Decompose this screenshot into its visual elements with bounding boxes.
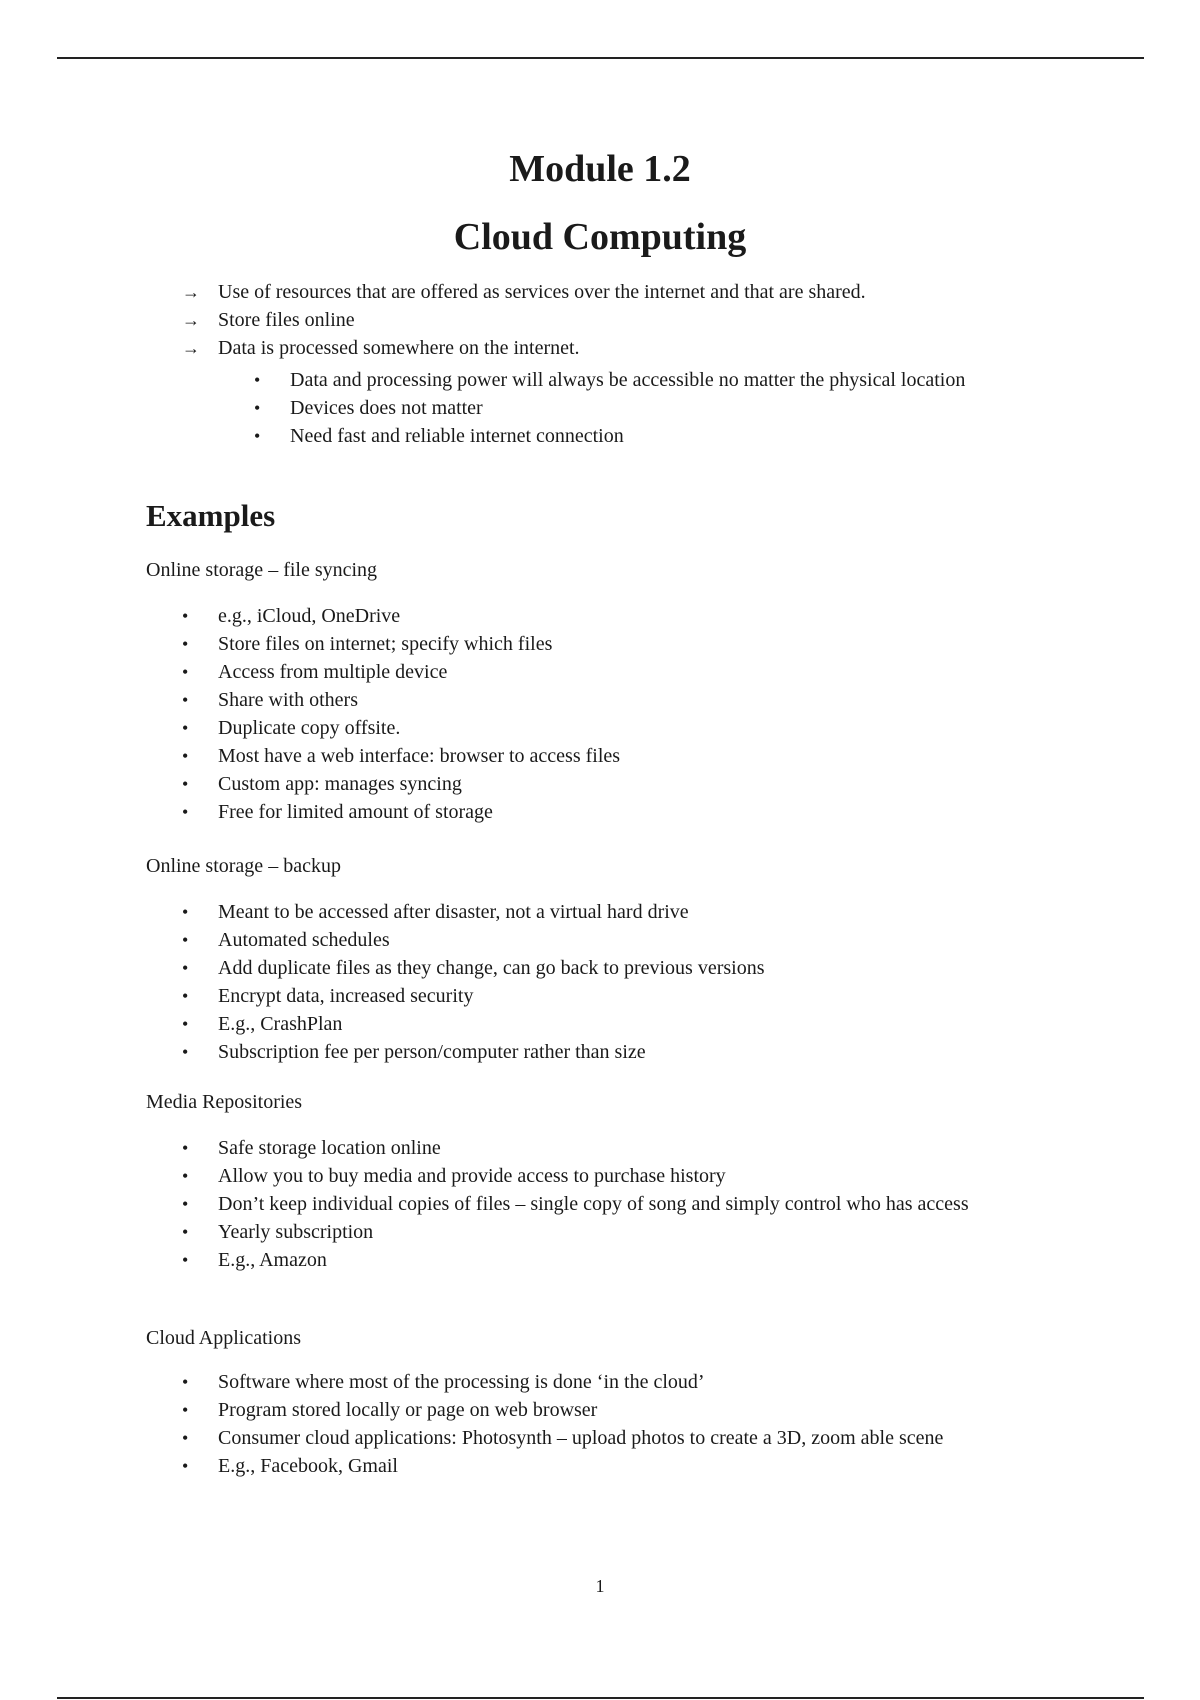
- intro-subitem: • Data and processing power will always be accessible no matter the physical location: [254, 366, 1014, 394]
- list-item: • Share with others: [182, 686, 1002, 714]
- footer-rule: [57, 1697, 1144, 1699]
- list-item: • E.g., Amazon: [182, 1246, 1002, 1274]
- intro-item-text: Use of resources that are offered as services over the internet and that are shared.: [218, 281, 866, 303]
- list-item: • Encrypt data, increased security: [182, 982, 1002, 1010]
- list-item: • E.g., CrashPlan: [182, 1010, 1002, 1038]
- arrow-icon: →: [182, 338, 200, 358]
- examples-heading: Examples: [146, 498, 276, 533]
- section-list-backup: [182, 898, 1002, 1066]
- list-item: • Safe storage location online: [182, 1134, 1002, 1162]
- section-list-cloud-applications: [182, 1368, 1002, 1480]
- section-label-file-syncing: Online storage – file syncing: [146, 559, 378, 581]
- intro-subitem: • Devices does not matter: [254, 394, 1014, 422]
- list-item: • Automated schedules: [182, 926, 1002, 954]
- list-item: • e.g., iCloud, OneDrive: [182, 602, 1002, 630]
- list-item: • Free for limited amount of storage: [182, 798, 1002, 826]
- section-list-media-repositories: [182, 1134, 1002, 1274]
- list-item: • Allow you to buy media and provide access to purchase history: [182, 1162, 1002, 1190]
- section-label-cloud-applications: Cloud Applications: [146, 1327, 301, 1349]
- list-item: • Most have a web interface: browser to access files: [182, 742, 1002, 770]
- list-item: • Subscription fee per person/computer rather than size: [182, 1038, 1002, 1066]
- intro-item: [182, 306, 866, 334]
- list-item: • Custom app: manages syncing: [182, 770, 1002, 798]
- list-item: • E.g., Facebook, Gmail: [182, 1452, 1002, 1480]
- intro-item-text: Store files online: [218, 309, 355, 331]
- intro-list: [182, 278, 866, 362]
- list-item: • Program stored locally or page on web browser: [182, 1396, 1002, 1424]
- list-item: • Add duplicate files as they change, can go back to previous versions: [182, 954, 1002, 982]
- topic-title: Cloud Computing: [453, 216, 747, 258]
- list-item: • Software where most of the processing is done ‘in the cloud’: [182, 1368, 1002, 1396]
- list-item: • Meant to be accessed after disaster, not a virtual hard drive: [182, 898, 1002, 926]
- list-item: • Store files on internet; specify which files: [182, 630, 1002, 658]
- intro-item: [182, 278, 866, 306]
- arrow-icon: →: [182, 310, 200, 330]
- list-item: • Don’t keep individual copies of files – single copy of song and simply control who has access: [182, 1190, 1002, 1218]
- intro-item-text: Data is processed somewhere on the internet.: [218, 337, 580, 359]
- header-rule: [57, 57, 1144, 59]
- arrow-icon: →: [182, 282, 200, 302]
- module-title: Module 1.2: [509, 148, 691, 190]
- section-list-file-syncing: [182, 602, 1002, 826]
- list-item: • Consumer cloud applications: Photosynth – upload photos to create a 3D, zoom able scene: [182, 1424, 1002, 1452]
- section-label-media-repositories: Media Repositories: [146, 1091, 303, 1113]
- list-item: • Yearly subscription: [182, 1218, 1002, 1246]
- intro-sublist: [254, 366, 1014, 450]
- list-item: • Access from multiple device: [182, 658, 1002, 686]
- intro-subitem: • Need fast and reliable internet connection: [254, 422, 1014, 450]
- list-item: • Duplicate copy offsite.: [182, 714, 1002, 742]
- intro-item: [182, 334, 866, 362]
- page-number: 1: [595, 1576, 605, 1596]
- section-label-backup: Online storage – backup: [146, 855, 341, 877]
